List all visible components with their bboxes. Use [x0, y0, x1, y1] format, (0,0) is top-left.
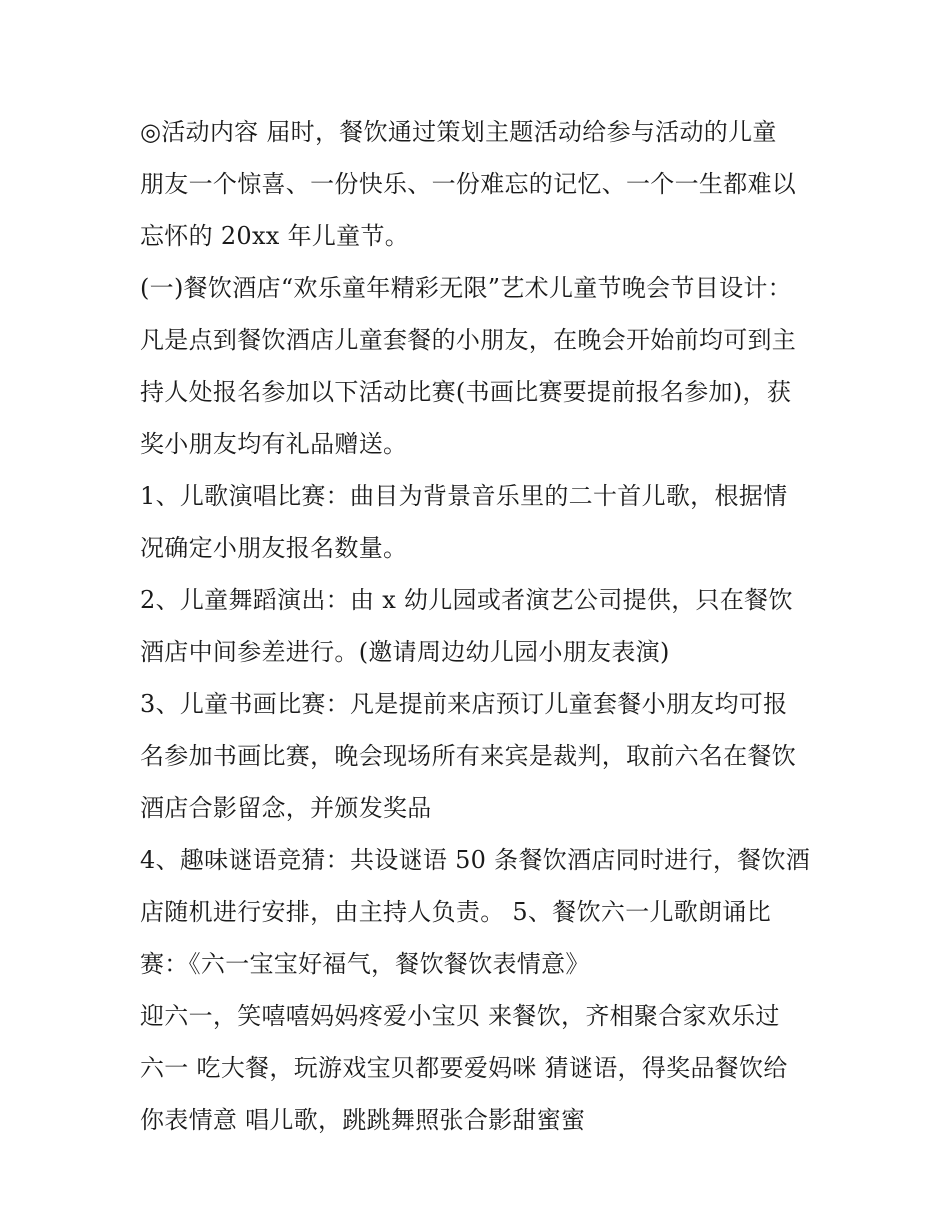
poem-line: 你表情意 唱儿歌，跳跳舞照张合影甜蜜蜜: [140, 1106, 586, 1134]
list-item: 4、趣味谜语竞猜：共设谜语 50 条餐饮酒店同时进行，餐饮酒: [140, 846, 811, 874]
text-line: 名参加书画比赛，晚会现场所有来宾是裁判，取前六名在餐饮: [140, 742, 797, 770]
list-item: 1、儿歌演唱比赛：曲目为背景音乐里的二十首儿歌，根据情: [140, 482, 788, 510]
text-line: 况确定小朋友报名数量。: [140, 534, 408, 562]
poem-line: 六一 吃大餐，玩游戏宝贝都要爱妈咪 猜谜语，得奖品餐饮给: [140, 1054, 788, 1082]
poem-line: 迎六一，笑嘻嘻妈妈疼爱小宝贝 来餐饮，齐相聚合家欢乐过: [140, 1002, 780, 1030]
text-line: 持人处报名参加以下活动比赛(书画比赛要提前报名参加)，获: [140, 378, 792, 406]
list-item: 2、儿童舞蹈演出：由 x 幼儿园或者演艺公司提供，只在餐饮: [140, 586, 793, 614]
text-line: 店随机进行安排，由主持人负责。 5、餐饮六一儿歌朗诵比: [140, 898, 771, 926]
text-line: 酒店中间参差进行。(邀请周边幼儿园小朋友表演): [140, 638, 670, 666]
document-body: [140, 106, 820, 1146]
text-line: ◎活动内容 届时，餐饮通过策划主题活动给参与活动的儿童: [140, 118, 777, 146]
list-item: 3、儿童书画比赛：凡是提前来店预订儿童套餐小朋友均可报: [140, 690, 788, 718]
text-line: 忘怀的 20xx 年儿童节。: [140, 222, 410, 250]
text-line: 奖小朋友均有礼品赠送。: [140, 430, 408, 458]
text-line: 酒店合影留念，并颁发奖品: [140, 794, 432, 822]
section-heading: (一)餐饮酒店“欢乐童年精彩无限”艺术儿童节晚会节目设计：: [140, 274, 792, 302]
text-line: 赛：《六一宝宝好福气，餐饮餐饮表情意》: [140, 950, 590, 978]
text-line: 凡是点到餐饮酒店儿童套餐的小朋友，在晚会开始前均可到主: [140, 326, 797, 354]
text-line: 朋友一个惊喜、一份快乐、一份难忘的记忆、一个一生都难以: [140, 170, 797, 198]
